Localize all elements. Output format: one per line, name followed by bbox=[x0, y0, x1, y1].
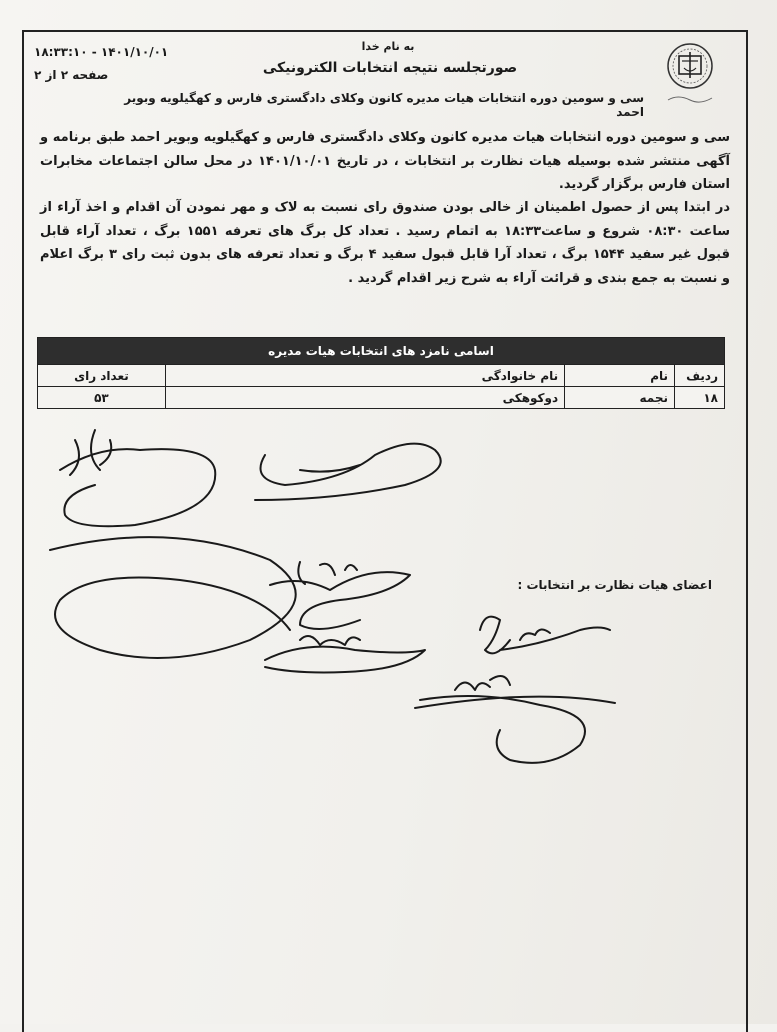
document-title: صورتجلسه نتیجه انتخابات الکترونیکی bbox=[262, 60, 518, 76]
handwritten-signatures bbox=[0, 410, 777, 770]
signature-5 bbox=[265, 636, 425, 672]
table-caption: اسامی نامزد های انتخابات هیات مدیره bbox=[38, 338, 725, 365]
intro-paragraph: سی و سومین دوره انتخابات هیات مدیره کانون وکلای دادگستری فارس و کهگیلویه وبویر احمد طبق برنامه و آگهی منتشر شده بوسیله هیات نظارت بر انتخابات ، در تاریخ ۱۴۰۱/۱۰/۰۱ در محل سالن اجتماعات مخابرات استان فارس برگزار گردید. bbox=[40, 130, 731, 192]
supervisors-label: اعضای هیات نظارت بر انتخابات : bbox=[517, 578, 712, 592]
candidates-table bbox=[37, 337, 725, 409]
procedure-paragraph: در ابتدا پس از حصول اطمینان از خالی بودن صندوق رای نسبت به لاک و مهر نمودن آن اقدام و اخذ آراء از ساعت ۰۸:۳۰ شروع و ساعت۱۸:۳۳ به اتمام رسید . تعداد کل برگ های تعرفه ۱۵۵۱ برگ ، تعداد آراء قابل قبول غیر سفید ۱۵۴۴ برگ ، تعداد آرا قابل قبول سفید ۴ برگ و تعداد تعرفه های بدون ثبت رای ۳ برگ اعلام و نسبت به جمع بندی و قرائت آراء به شرح زیر اقدام گردید . bbox=[40, 200, 730, 286]
column-header-row: ردیف bbox=[675, 365, 725, 387]
table-row bbox=[38, 387, 725, 409]
page-number: صفحه ۲ از ۲ bbox=[34, 68, 109, 82]
signature-2 bbox=[255, 444, 441, 500]
signature-6 bbox=[480, 617, 610, 654]
timestamp: ۱۴۰۱/۱۰/۰۱ - ۱۸:۳۳:۱۰ bbox=[34, 45, 169, 59]
document-subtitle: سی و سومین دوره انتخابات هیات مدیره کانون وکلای دادگستری فارس و کهگیلویه وبویر احمد bbox=[124, 91, 644, 119]
signature-1 bbox=[60, 430, 215, 526]
table-caption-row bbox=[38, 338, 725, 365]
cell-row-number: ۱۸ bbox=[675, 387, 725, 409]
column-header-last-name: نام خانوادگی bbox=[165, 365, 564, 387]
column-header-first-name: نام bbox=[565, 365, 675, 387]
cell-first-name: نجمه bbox=[565, 387, 675, 409]
signature-7 bbox=[415, 676, 615, 763]
signature-3 bbox=[50, 537, 296, 658]
cell-last-name: دوکوهکی bbox=[165, 387, 564, 409]
bar-association-logo-icon bbox=[660, 38, 720, 108]
signature-4 bbox=[270, 562, 410, 629]
column-header-votes: تعداد رای bbox=[38, 365, 166, 387]
cell-votes: ۵۳ bbox=[38, 387, 166, 409]
table-header-row bbox=[38, 365, 725, 387]
bismillah-heading: به نام خدا bbox=[361, 40, 415, 53]
